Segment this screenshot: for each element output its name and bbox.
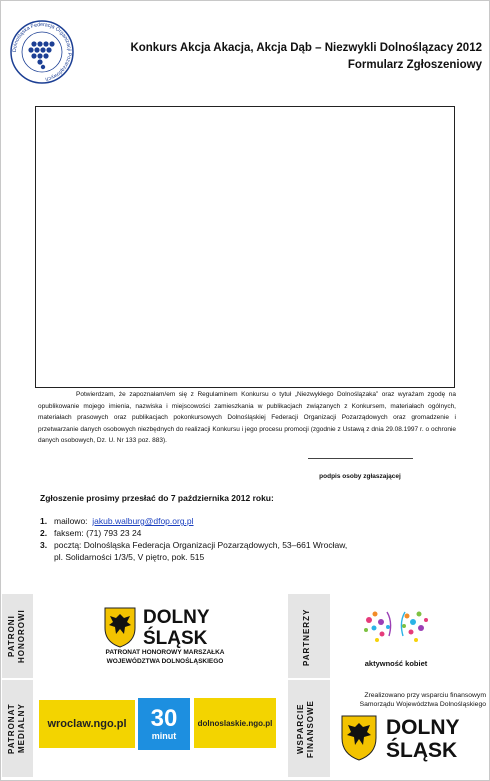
- list-number: 2.: [40, 528, 48, 538]
- 30-minut-label: minut: [151, 731, 177, 741]
- title-line-1: Konkurs Akcja Akacja, Akcja Dąb – Niezwykli Dolnoślązacy 2012: [130, 42, 482, 54]
- list-number: 3.: [40, 540, 48, 550]
- dolny-slask-logo-funding: [340, 712, 480, 762]
- fax-text: faksem: (71) 793 23 24: [54, 528, 142, 538]
- patronat-label: PATRONAT MEDIALNY: [7, 703, 26, 754]
- aktywnosc-kobiet-text: aktywność kobiet: [364, 659, 428, 668]
- contact-list: [40, 515, 347, 563]
- signature-line[interactable]: [308, 458, 413, 459]
- deadline-note: Zgłoszenie prosimy przesłać do 7 października 2012 roku:: [40, 493, 274, 503]
- post-text: pocztą: Dolnośląska Federacja Organizacji Pozarządowych, 53–661 Wrocław,: [54, 540, 348, 550]
- contact-post: [40, 539, 347, 563]
- wroclaw-ngo-logo: [39, 700, 135, 748]
- signature-label: podpis osoby zgłaszającej: [319, 473, 401, 480]
- patroni-label: PATRONI HONOROWI: [7, 609, 26, 663]
- dolny-slask-logo: [103, 604, 228, 648]
- funding-text: Zrealizowano przy wsparciu finansowym Samorządu Województwa Dolnośląskiego: [359, 692, 486, 708]
- ds-caption-1: PATRONAT HONOROWY MARSZAŁKA: [105, 649, 225, 656]
- wroclaw-ngo-text: wroclaw.ngo.pl: [47, 718, 127, 730]
- ds2-line2: ŚLĄSK: [386, 739, 458, 762]
- email-link[interactable]: jakub.walburg@dfop.org.pl: [92, 516, 194, 526]
- ds-line2: ŚLĄSK: [143, 628, 208, 648]
- patronat-band: [2, 680, 33, 777]
- 30-minut-number: 30: [150, 705, 178, 732]
- svg-text:Dolnośląska Federacja Organiza: Dolnośląska Federacja Organizacji Pozarządowych: [11, 21, 73, 82]
- 30-minut-logo: [138, 698, 190, 750]
- contact-fax: [40, 527, 347, 539]
- contact-email: [40, 515, 347, 527]
- post-text-2: pl. Solidarności 1/3/5, V piętro, pok. 515: [54, 552, 205, 562]
- partnerzy-band: [288, 594, 330, 678]
- email-prefix: mailowo:: [54, 516, 88, 526]
- consent-statement: Potwierdzam, że zapoznałam/em się z Regulaminem Konkursu o tytuł „Niezwykłego Dolnoślązaka” oraz wyrażam zgodę na opublikowanie mojego imienia, nazwiska i miejscowości zamieszkania w publikacjach związanych z Konkursem, materiałach ogólnych, materiałach prasowych oraz publikacjach pokonkursowych Dolnośląskiej Federacji Organizacji Pozarządowych oraz gromadzenie i przetwarzanie danych osobowych niezbędnych do realizacji Konkursu i jego procesu promocji (zgodnie z Ustawą z dnia 29.08.1997 r. o ochronie danych osobowych, Dz. U. Nr 133 poz. 883).: [38, 391, 456, 444]
- patroni-band: [2, 594, 33, 678]
- dfop-logo: [10, 20, 74, 84]
- partnerzy-label: PARTNERZY: [302, 608, 311, 666]
- ds-line1: DOLNY: [143, 607, 210, 628]
- wsparcie-label: WSPARCIE FINANSOWE: [296, 700, 315, 758]
- ds-caption-2: WOJEWÓDZTWA DOLNOŚLĄSKIEGO: [106, 658, 224, 665]
- form-title: [100, 40, 482, 74]
- entry-form-box[interactable]: [35, 106, 455, 388]
- dolnoslaskie-ngo-text: dolnoslaskie.ngo.pl: [197, 718, 273, 728]
- ds2-line1: DOLNY: [386, 716, 460, 739]
- title-line-2: Formularz Zgłoszeniowy: [347, 59, 482, 71]
- dolnoslaskie-ngo-logo: [194, 698, 276, 748]
- aktywnosc-kobiet-logo: [355, 600, 437, 658]
- wsparcie-band: [288, 680, 330, 777]
- ds-caption: [90, 648, 240, 666]
- list-number: 1.: [40, 516, 48, 526]
